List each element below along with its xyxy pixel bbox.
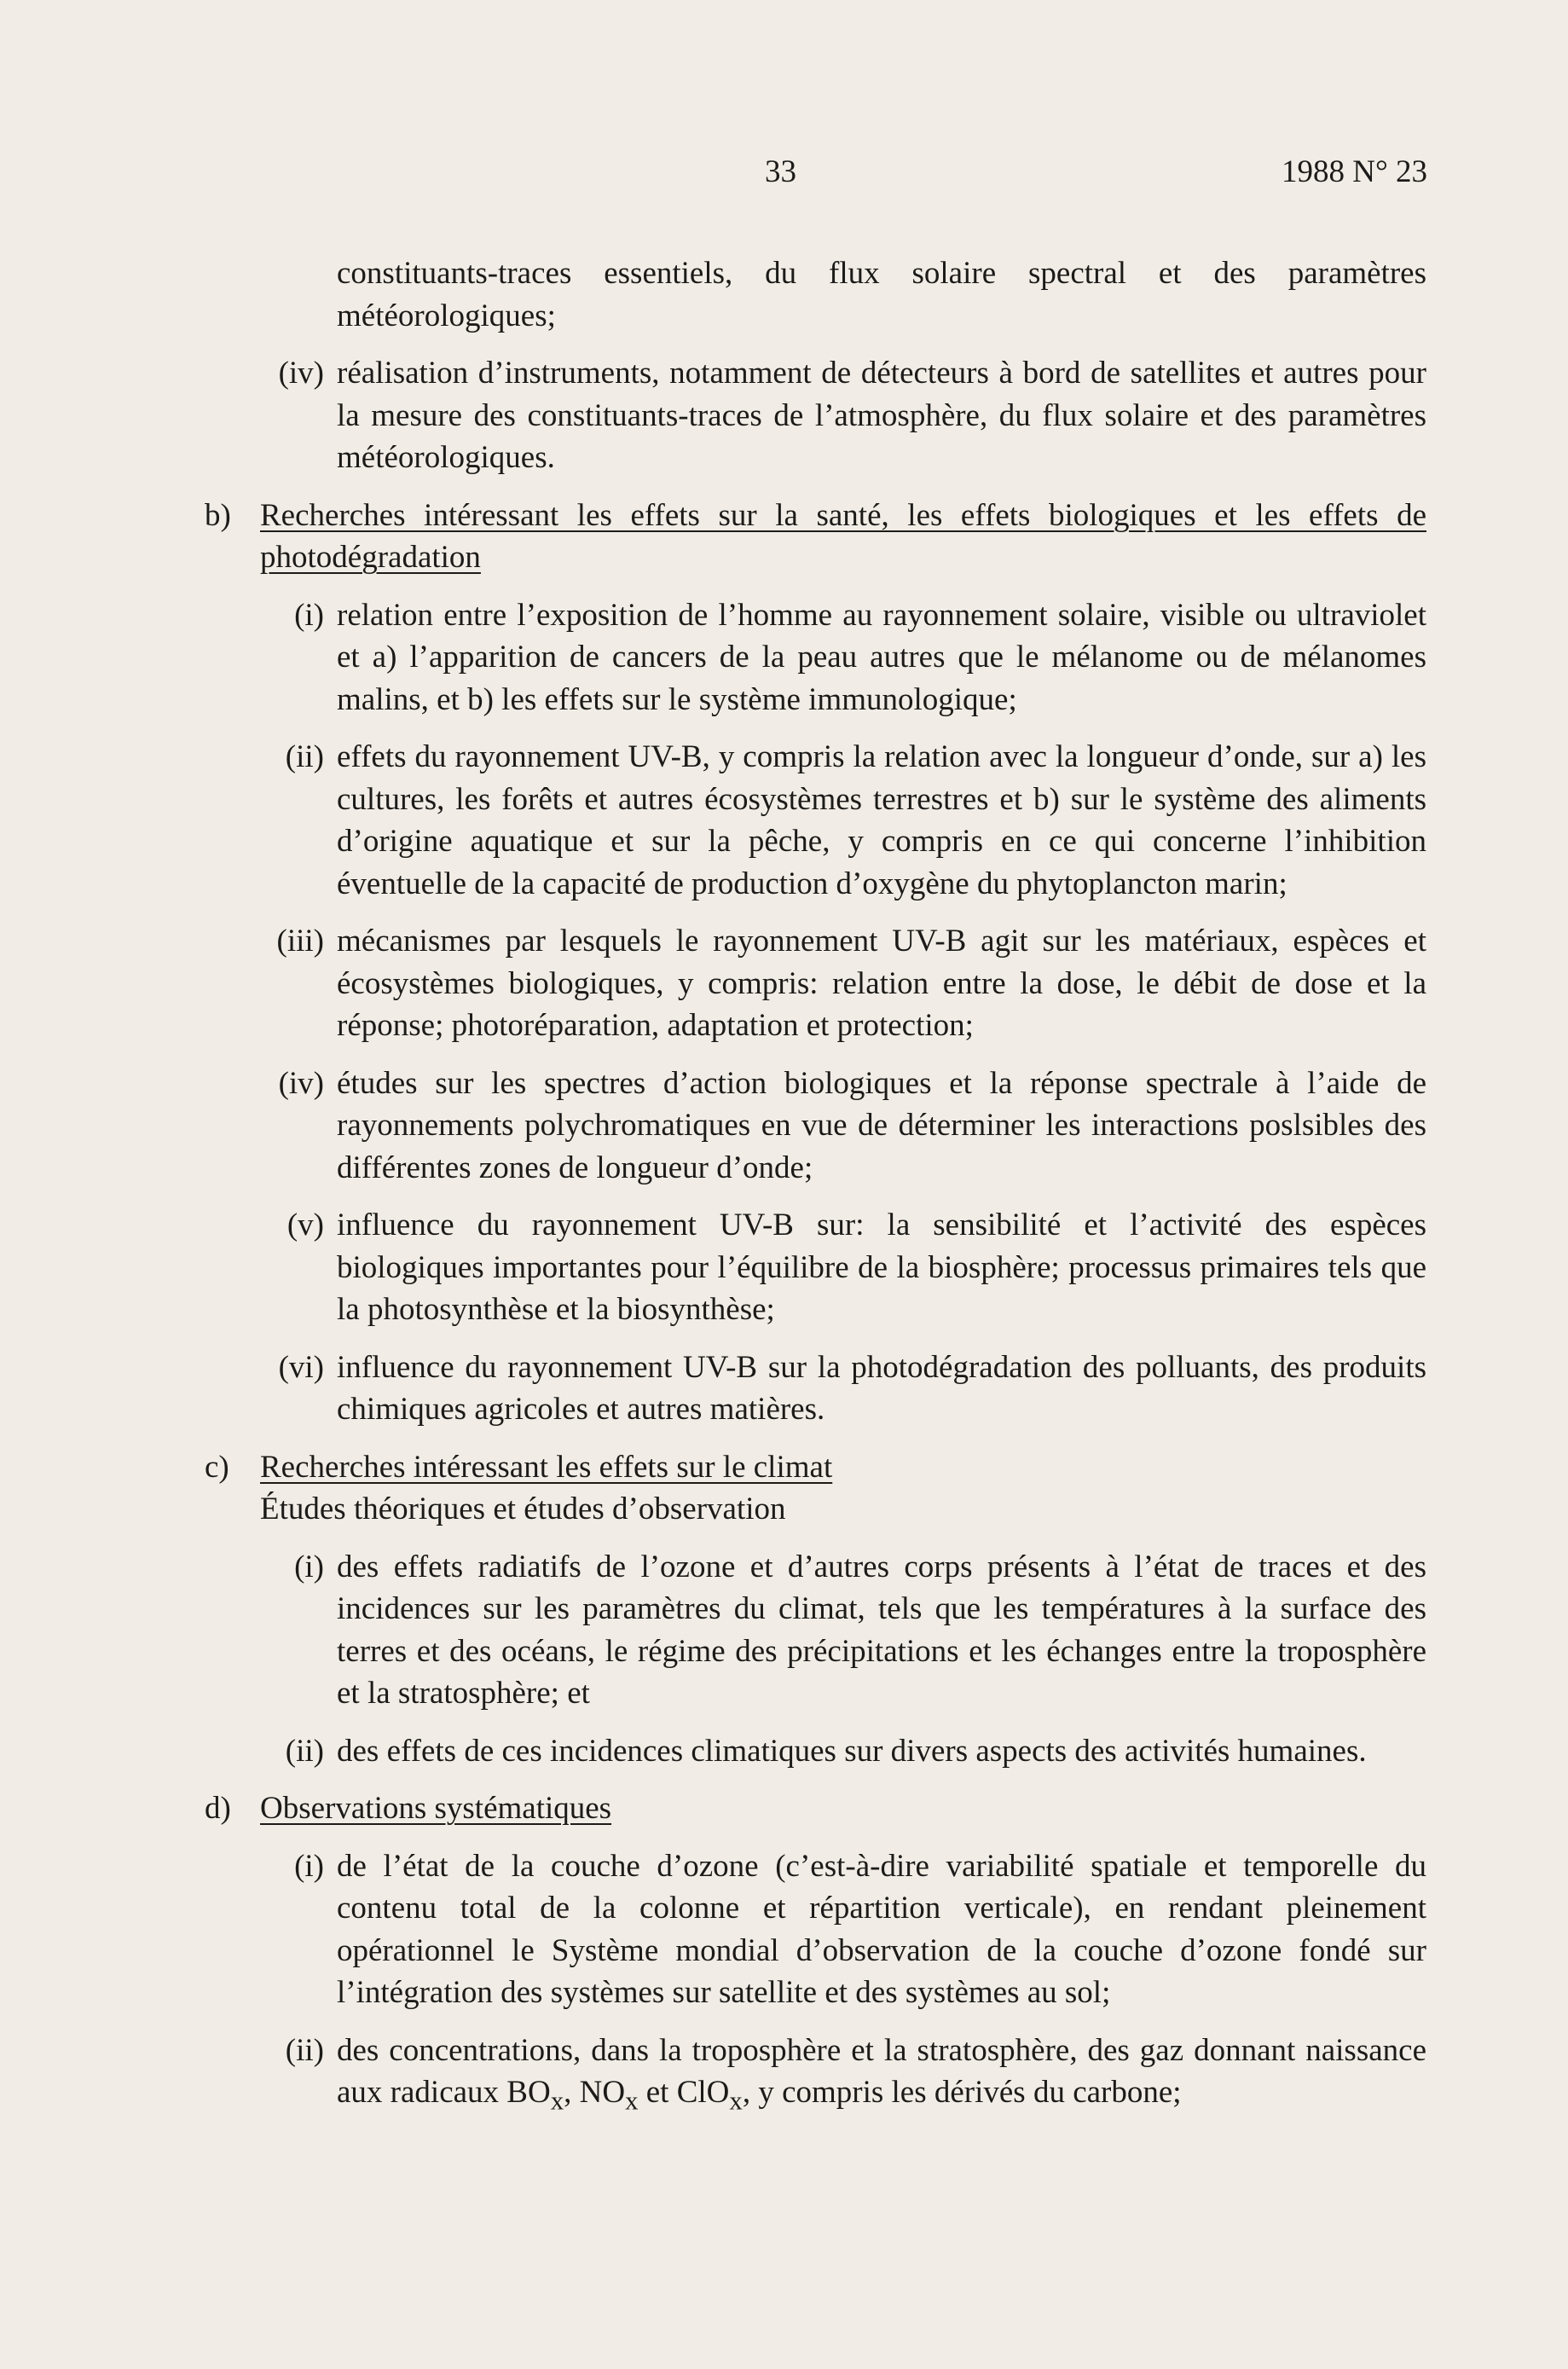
item-text: réalisation d’instruments, notamment de détecteurs à bord de satellites et autres pour la mesure des constituants-traces de l’atmosphère, du flux solaire et des paramètres météorologiques.: [337, 356, 1426, 475]
list-item: [205, 1845, 1426, 2014]
document-reference: 1988 N° 23: [1281, 154, 1427, 189]
list-item: [205, 1730, 1426, 1773]
item-text: relation entre l’exposition de l’homme au rayonnement solaire, visible ou ultraviolet et a) l’apparition de cancers de la peau autres que le mélanome ou de mélanomes malins, et b) les effets sur le système immunologique;: [337, 597, 1426, 717]
item-number: (ii): [285, 2032, 324, 2068]
item-number: (i): [294, 1848, 324, 1884]
item-number: (iii): [276, 924, 324, 959]
subscript-x: x: [550, 2086, 564, 2116]
section-title: Observations systématiques: [260, 1791, 612, 1826]
item-text-part: et ClO: [638, 2075, 730, 2110]
list-item: [205, 736, 1426, 905]
item-text: mécanismes par lesquels le rayonnement UV-B agit sur les matériaux, espèces et écosystèmes biologiques, y compris: relation entre la dose, le débit de dose et la réponse; photoréparation, adaptation et protection;: [337, 924, 1426, 1043]
document-body: [205, 252, 1426, 2138]
list-item: [205, 594, 1426, 721]
item-number: (ii): [285, 1733, 324, 1769]
item-text: de l’état de la couche d’ozone (c’est-à-dire variabilité spatiale et temporelle du contenu total de la colonne et répartition verticale), en rendant pleinement opérationnel le Système mondial d’observation de la couche d’ozone fondé sur l’intégration des systèmes sur satellite et des systèmes au sol;: [337, 1848, 1426, 2010]
item-number: (iv): [278, 1065, 324, 1101]
list-item: [205, 1063, 1426, 1190]
item-text: influence du rayonnement UV-B sur la photodégradation des polluants, des produits chimiques agricoles et autres matières.: [337, 1349, 1426, 1427]
item-number: (i): [294, 1549, 324, 1584]
item-text: études sur les spectres d’action biologiques et la réponse spectrale à l’aide de rayonnements polychromatiques en vue de déterminer les interactions poslsibles des différentes zones de longueur d’onde;: [337, 1065, 1426, 1185]
continuation-text: constituants-traces essentiels, du flux solaire spectral et des paramètres météorologiques;: [337, 256, 1426, 333]
section-letter: c): [205, 1449, 229, 1485]
list-item: [205, 1546, 1426, 1715]
item-number: (v): [286, 1208, 324, 1242]
item-text-part: , y compris les dérivés du carbone;: [742, 2075, 1182, 2110]
item-text: des effets radiatifs de l’ozone et d’autres corps présents à l’état de traces et des incidences sur les paramètres du climat, tels que les températures à la surface des terres et des océans, le régime des précipitations et les échanges entre la troposphère et la stratosphère; et: [337, 1549, 1426, 1711]
list-item: [205, 1347, 1426, 1431]
item-number: (ii): [285, 739, 324, 774]
list-item: [205, 920, 1426, 1047]
item-text-part: des concentrations, dans la troposphère et la stratosphère, des gaz donnant naissance aux radicaux BO: [337, 2032, 1426, 2110]
subscript-x: x: [729, 2086, 743, 2116]
list-item: [205, 1204, 1426, 1331]
list-item: [205, 2030, 1426, 2123]
section-letter: b): [205, 497, 231, 533]
item-text: [337, 2030, 1426, 2123]
section-title: Recherches intéressant les effets sur le climat: [260, 1449, 833, 1485]
item-text-part: , NO: [564, 2075, 626, 2110]
section-heading-c: [205, 1446, 1426, 1531]
page-number: 33: [765, 154, 796, 189]
item-text: des effets de ces incidences climatiques sur divers aspects des activités humaines.: [337, 1733, 1367, 1769]
page-header: [0, 153, 1568, 196]
item-number: (iv): [278, 356, 324, 391]
section-heading-b: [205, 495, 1426, 579]
list-item: [205, 352, 1426, 479]
section-subtitle: Études théoriques et études d’observation: [260, 1491, 786, 1526]
section-letter: d): [205, 1791, 231, 1826]
item-number: (i): [294, 597, 324, 633]
item-text: effets du rayonnement UV-B, y compris la relation avec la longueur d’onde, sur a) les cultures, les forêts et autres écosystèmes terrestres et b) sur le système des aliments d’origine aquatique et sur la pêche, y compris en ce qui concerne l’inhibition éventuelle de la capacité de production d’oxygène du phytoplancton marin;: [337, 739, 1426, 901]
item-text: influence du rayonnement UV-B sur: la sensibilité et l’activité des espèces biologiques importantes pour l’équilibre de la biosphère; processus primaires tels que la photosynthèse et la biosynthèse;: [337, 1208, 1426, 1327]
section-title: Recherches intéressant les effets sur la santé, les effets biologiques et les effets de photodégradation: [260, 497, 1426, 575]
section-heading-d: [205, 1787, 1426, 1830]
subscript-x: x: [625, 2086, 639, 2116]
item-number: (vi): [278, 1349, 324, 1385]
